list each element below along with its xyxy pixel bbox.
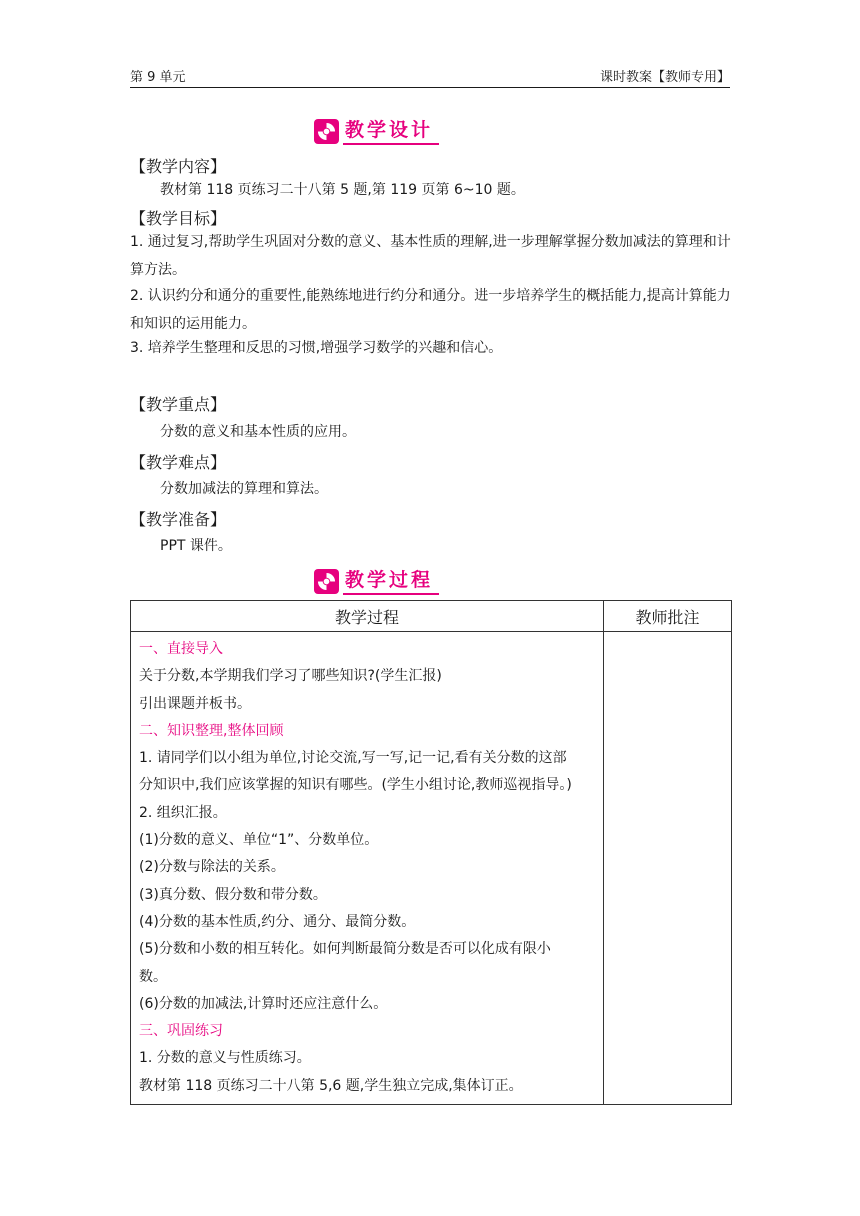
difficulties-heading: 【教学难点】: [130, 453, 227, 472]
process-line: (2)分数与除法的关系。: [139, 859, 285, 876]
process-cell: [131, 632, 604, 1105]
teaching-process-banner: [314, 568, 439, 595]
process-column-header: 教学过程: [131, 601, 604, 632]
banner-title: 教学过程: [343, 568, 439, 595]
section-heading: 二、知识整理,整体回顾: [139, 722, 284, 739]
process-line: 引出课题并板书。: [139, 695, 251, 712]
banner-title: 教学设计: [343, 118, 439, 145]
unit-label: 第 9 单元: [130, 70, 186, 85]
process-line: 1. 分数的意义与性质练习。: [139, 1050, 311, 1067]
teaching-design-banner: [314, 118, 439, 145]
doc-type-label: 课时教案【教师专用】: [599, 70, 730, 85]
notes-column-header: 教师批注: [604, 601, 732, 632]
goal-item-3: 3. 培养学生整理和反思的习惯,增强学习数学的兴趣和信心。: [130, 340, 503, 356]
process-line: 2. 组织汇报。: [139, 804, 227, 821]
process-line: 数。: [139, 968, 167, 985]
teaching-process-table: [130, 600, 732, 1105]
section-heading: 三、巩固练习: [139, 1023, 223, 1040]
process-line: (6)分数的加减法,计算时还应注意什么。: [139, 995, 388, 1012]
process-line: 1. 请同学们以小组为单位,讨论交流,写一写,记一记,看有关分数的这部: [139, 750, 567, 767]
preparation-text: PPT 课件。: [160, 538, 232, 554]
process-line: 教材第 118 页练习二十八第 5,6 题,学生独立完成,集体订正。: [139, 1077, 523, 1094]
process-line: (5)分数和小数的相互转化。如何判断最简分数是否可以化成有限小: [139, 941, 551, 958]
key-points-text: 分数的意义和基本性质的应用。: [160, 424, 356, 440]
content-text: 教材第 118 页练习二十八第 5 题,第 119 页第 6~10 题。: [160, 182, 525, 198]
swirl-logo-icon: [314, 119, 339, 144]
key-points-heading: 【教学重点】: [130, 395, 227, 414]
section-heading: 一、直接导入: [139, 641, 223, 657]
goal-item-2: 2. 认识约分和通分的重要性,能熟练地进行约分和通分。进一步培养学生的概括能力,提高计算能力和知识的运用能力。: [130, 288, 731, 332]
difficulties-text: 分数加减法的算理和算法。: [160, 481, 328, 497]
goal-item-1: 1. 通过复习,帮助学生巩固对分数的意义、基本性质的理解,进一步理解掌握分数加减法的算理和计算方法。: [130, 234, 731, 278]
header-divider: [130, 87, 730, 88]
swirl-logo-icon: [314, 569, 339, 594]
preparation-heading: 【教学准备】: [130, 510, 227, 529]
goals-heading: 【教学目标】: [130, 209, 227, 228]
process-line: (1)分数的意义、单位“1”、分数单位。: [139, 832, 379, 849]
process-line: 分知识中,我们应该掌握的知识有哪些。(学生小组讨论,教师巡视指导。): [139, 777, 572, 794]
process-line: 关于分数,本学期我们学习了哪些知识?(学生汇报): [139, 668, 442, 685]
content-heading: 【教学内容】: [130, 157, 227, 176]
process-line: (3)真分数、假分数和带分数。: [139, 886, 327, 903]
process-line: (4)分数的基本性质,约分、通分、最简分数。: [139, 913, 416, 930]
teacher-notes-cell: [604, 632, 732, 1105]
